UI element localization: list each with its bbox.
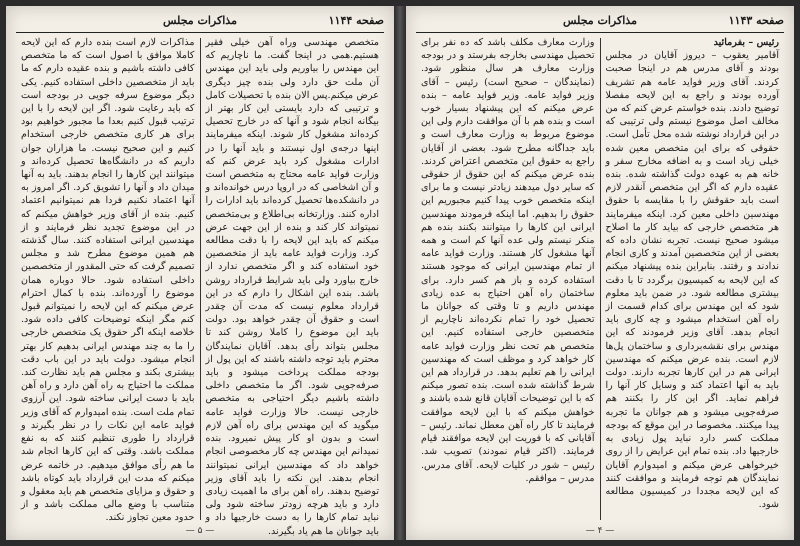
page-number: صفحه ۱۱۴۳ [728,14,784,27]
text-columns [416,36,784,522]
right-page [406,6,794,540]
text-column-right [201,36,385,537]
paragraph: آقامیر یعقوب – دیروز آقایان در مجلس بودند و آقای مدرس هم در اینجا صحبت کردند. آقای وزیر فواید عامه هم تشریف آورده بودند و راجع به این لایحه مفصلا توضیح دادند. بنده خواستم عرض کنم که من مخالف اصل موضوع نیستم ولی ترتیبی که در این قرارداد نوشته شده محل تأمل است. حقوقی که برای این متخصص معین شده خیلی زیاد است و به اضافه مخارج سفر و خانه هم به عهده دولت گذاشته شده. بنده عقیده دارم که اگر این متخصص آنقدر لازم است باید حقوقش را با مقایسه با حقوق مهندسین داخلی معین کرد. اینکه میفرمایند هر متخصص خارجی که بیاید کار ما اصلاح میشود صحیح نیست. تجربه نشان داده که بعضی از این متخصصین آمدند و کاری انجام ندادند و رفتند. بنابراین بنده پیشنهاد میکنم که این لایحه به کمیسیون برگردد تا با دقت بیشتری مطالعه شود. در ضمن باید معلوم شود که این مهندس برای کدام قسمت از راه آهن استخدام میشود و چه کاری باید انجام بدهد. آقای وزیر فرمودند که این مهندس برای نقشه‌برداری و ساختمان پل‌ها لازم است. بنده عرض میکنم که مهندسین ایرانی هم در این کارها تجربه دارند. دولت باید به آنها اعتماد کند و وسایل کار آنها را فراهم نماید. اگر این کار را بکنند هم صرفه‌جویی میشود و هم جوانان ما تجربه پیدا میکنند. مخصوصا در این موقع که بودجه مملکت کسر دارد نباید پول زیادی به خارجیها داد. بنده تمام این عرایض را از روی خیرخواهی عرض میکنم و امیدوارم آقایان نمایندگان هم توجه فرمایند و موافقت کنند که این لایحه مجددا در کمیسیون مطالعه شود. [605,50,779,511]
text-columns [16,36,384,537]
book-gutter [394,6,406,540]
page-header [16,14,384,32]
text-column-left [416,36,600,522]
page-number: صفحه ۱۱۴۴ [328,14,384,27]
text-column-right [601,36,785,522]
header-rule [416,32,784,33]
header-rule [16,32,384,33]
page-title: مذاکرات مجلس [563,14,637,27]
paragraph: وزارت معارف مکلف باشد که ده نفر برای تحصیل مهندسی بخارجه بفرستد و در بودجه وزارت معارف هر سال منظور شود. (نمایندگان – صحیح است) رئیس – آقای وزیر فواید عامه. وزیر فواید عامه – بنده عرض میکنم که این پیشنهاد بسیار خوب است و بنده هم با آن موافقت دارم ولی این موضوع مربوط به وزارت معارف است و باید جداگانه مطرح شود. بعضی از آقایان راجع به حقوق این متخصص اعتراض کردند. بنده عرض میکنم که این حقوق از حقوقی که سایر دول میدهند زیادتر نیست و ما برای اینکه متخصص خوب پیدا کنیم مجبوریم این حقوق را بدهیم. اما اینکه فرمودند مهندسین ایرانی این کارها را میتوانند بکنند بنده هم منکر نیستم ولی عده آنها کم است و همه آنها مشغول کار هستند. وزارت فواید عامه از تمام مهندسین ایرانی که موجود هستند استفاده کرده و باز هم کسر دارد. برای ساختمان راه آهن احتیاج به عده زیادی مهندس داریم و تا وقتی که جوانان ما تحصیل خود را تمام نکرده‌اند ناچاریم از متخصصین خارجی استفاده کنیم. این متخصص هم تحت نظر وزارت فواید عامه کار خواهد کرد و موظف است که مهندسین ایرانی را هم تعلیم بدهد. در قرارداد هم این شرط گذاشته شده است. بنده تصور میکنم که با این توضیحات آقایان قانع شده باشند و خواهش میکنم که با این لایحه موافقت فرمایند تا کار راه آهن معطل نماند. رئیس – آقایانی که با فوریت این لایحه موافقند قیام فرمایند. (اکثر قیام نمودند) تصویب شد. رئیس – شور در کلیات لایحه. آقای مدرس. مدرس – موافقم. [421,37,595,484]
page-header [416,14,784,32]
speaker-line: رئیس – بفرمائید [713,37,779,48]
page-footer: — ۵ — [185,526,215,536]
paragraph: متخصص مهندسی وراه آهن خیلی فقیر هستیم.همی در اینجا گفت. ما ناچاریم که این مهندس را بیاوریم ولی باید این مهندس آن ملت حق دارد ولی بنده چیز دیگری عرض میکنم.پس الان بنده با تحصیلات کامل و ترتیبی که دارد بایستی این کار بهتر از بیگانه انجام شود و آنها که در خارج تحصیل کرده‌اند مشغول کار شوند. اینکه میفرمایند اینها درجه‌ی اول نیستند و باید آنها را در ادارات مشغول کرد باید عرض کنم که وزارت فواید عامه محتاج به متخصص است و آن اشخاصی که در اروپا درس خوانده‌اند و در دانشکده‌ها تحصیل کرده‌اند باید ادارات را اداره کنند. وزارتخانه بی‌اطلاع و بی‌متخصص نمیتواند کار کند و بنده از این جهت عرض میکنم که باید این لایحه را با دقت مطالعه کرد. وزارت فواید عامه باید از متخصصین خود استفاده کند و اگر متخصص ندارد از خارج بیاورد ولی باید شرایط قرارداد روشن باشد. بنده این اشکال را دارم که در این قرارداد معلوم نیست که مدت آن چقدر است و حقوق آن چقدر خواهد بود. دولت باید این موضوع را کاملا روشن کند تا مجلس بتواند رأی بدهد. آقایان نمایندگان محترم باید توجه داشته باشند که این پول از بودجه مملکت پرداخت میشود و باید صرفه‌جویی شود. اگر ما متخصص داخلی داشته باشیم دیگر احتیاجی به متخصص خارجی نیست. حالا وزارت فواید عامه میگوید که این مهندس برای راه آهن لازم است و بدون او کار پیش نمیرود. بنده نمیدانم این مهندس چه کار مخصوصی انجام خواهد داد که مهندسین ایرانی نمیتوانند انجام بدهند. این نکته را باید آقای وزیر توضیح بدهند. راه آهن برای ما اهمیت زیادی دارد و باید هرچه زودتر ساخته شود ولی نباید تمام کارها را به دست خارجیها داد و باید جوانان ما هم یاد بگیرند. [205,37,379,537]
text-column-left [16,36,200,522]
page-title: مذاکرات مجلس [163,14,237,27]
page-footer: — ۴ — [585,526,615,536]
paragraph: مذاکرات لازم است بنده دارم که این لایحه کاملا موافق با اصول است که ما متخصص کافی داشته باشیم و بنده عقیده دارم که ما باید از متخصصین داخلی استفاده کنیم. یکی دیگر موضوع سرفه جویی در بودجه است که باید رعایت شود. اگر این لایحه را با این ترتیب قبول کنیم بعدا ما مجبور خواهیم بود برای هر کاری متخصص خارجی استخدام کنیم و این صحیح نیست. ما هزاران جوان داریم که در دانشگاه‌ها تحصیل کرده‌اند و میتوانند این کارها را انجام بدهند. باید به آنها میدان داد و آنها را تشویق کرد. اگر امروز به آنها اعتماد نکنیم فردا هم نمیتوانیم اعتماد کنیم. بنده از آقای وزیر خواهش میکنم که در این موضوع تجدید نظر فرمایند و از مهندسین ایرانی استفاده کنند. سال گذشته هم همین موضوع مطرح شد و مجلس تصمیم گرفت که حتی المقدور از متخصصین داخلی استفاده شود. حالا دوباره همان موضوع را آورده‌اند. بنده با کمال احترام عرض میکنم که این لایحه را نمیتوانم قبول کنم مگر اینکه توضیحات کافی داده شود. خلاصه اینکه اگر حقوق یک متخصص خارجی را ما به چند مهندس ایرانی بدهیم کار بهتر انجام میشود. دولت باید در این باب دقت بیشتری بکند و مجلس هم باید نظارت کند. مملکت ما احتیاج به راه آهن دارد و راه آهن باید با دست ایرانی ساخته شود. این آرزوی تمام ملت است. بنده امیدوارم که آقای وزیر فواید عامه این نکات را در نظر بگیرند و قرارداد را طوری تنظیم کنند که به نفع مملکت باشد. وقتی که این کارها انجام شد ما هم رأی موافق میدهیم. در خاتمه عرض میکنم که مدت این قرارداد باید کوتاه باشد و حقوق و مزایای متخصص هم باید معقول و متناسب با وضع مالی مملکت باشد و از حدود معین تجاوز نکند. [21,37,195,524]
left-page [6,6,394,540]
